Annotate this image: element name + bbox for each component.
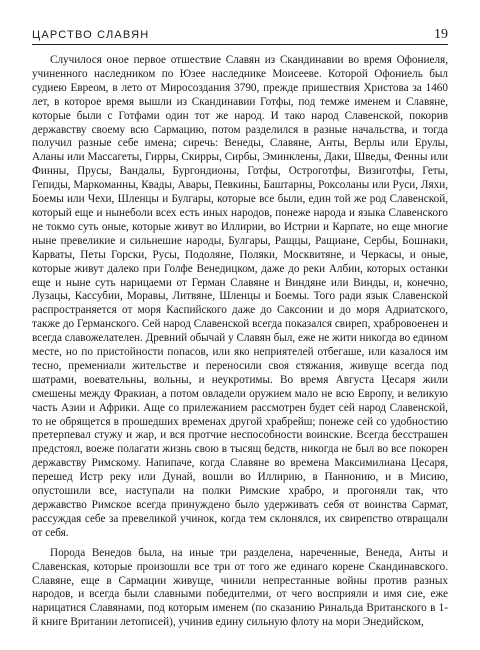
body-text [32, 54, 448, 636]
paragraph-2: Порода Венедов была, на иные три разделена, нареченные, Венеда, Анты и Славенская, которые произошли все три от того же единаго корене Скандинавского. Славяне, еще в Сармации живуще, чинили непрестанные войны против разных народов, и всегда были славными победителми, от чего восприяли и имя сие, еже нарицатися Славянами, под которым именем (по сказанию Ринальда Вританского в 1-й книге Вритании летописей), учинив едину сильную флоту на мори Энедийском, [32, 546, 448, 629]
paragraph-1: Случилося оное первое отшествие Славян из Скандинавии во время Офониеля, учиненного наследником по Юзее наследнике Моисееве. Которой Офониель был судиею Евреом, в лето от Миросоздания 3790, прежде пришествия Христова за 1460 лет, в которое время вышли из Скандинавии Готфы, под темже именем и Славяне, которые были с Готфами один тот же народ. И тако народ Славенской, покорив державству своему всю Сармацию, потом разделился в разные начальства, и тогда получил разные себе имена; сиречь: Венеды, Славяне, Анты, Верлы или Ерулы, Аланы или Массагеты, Гирры, Скирры, Сирбы, Эминклены, Даки, Шведы, Фенны или Финны, Прусы, Вандалы, Бургондионы, Готфы, Остроготфы, Визиготфы, Геты, Гепиды, Маркоманны, Квады, Авары, Певкины, Баштарны, Роксоланы или Руси, Ляхи, Боемы или Чехи, Шленцы и Булгары, которые все были, един той же род Славенской, который еще и нынеболи всех есть иных народов, понеже народа и языка Славенского не токмо суть оные, которые живут во Иллирии, во Истрии и Карпате, но еще многие ныне превеликие и сильнешие народы, Булгары, Ращцы, Ращиане, Сербы, Бошнаки, Карваты, Петы Горски, Русы, Подоляне, Поляки, Москвитяне, и Черкасы, и оные, которые живут далеко при Голфе Венедицком, даже до реки Албии, которых останки еще и ныне суть нарицаеми от Герман Славяне и Виндяне или Винды, и, конечно, Лузацы, Кассубии, Моравы, Литвяне, Шленцы и Боемы. Того ради язык Славенской распространяется от моря Каспийского даже до Саксонии и до моря Адриатского, также до Германского. Сей народ Славенской всегда показался свиреп, храбровоенен и всегда славожелателен. Древний обычай у Славян был, еже не жити никогда во едином месте, но по пристойности попасов, или яко неприятелей отбегаше, или казалося им тесно, премениали жительстве и переносили своя стяжания, живуще всегда под шатрами, воевательны, вольны, и неукротимы. Во время Августа Цесаря жили смешены между Фракиан, а потом овладели оружием мало не всю Европу, и великую часть Азии и Африки. Аще со прилежанием рассмотрен будет сей народ Славенской, то не обрящется в прошедших временах другой храбрейш; понеже сей со удобностию претерпевал стужу и жар, и вся протчие неспособности воинские. Всегда бесстрашен предстоял, воеже полагати жизнь свою в тысящ бедств, никогда не был во все покорен державству Римскому. Напипаче, когда Славяне во времена Максимилиана Цесаря, перешед Истр реку или Дунай, вошли во Иллирию, в Паннонию, и в Мисию, опустошили все, наступали на полки Римские храбро, и прогоняли так, что державство Римское всегда принуждено было удерживать себя от воинства Сармат, рассуждая себе за превеликой учинок, когда тем склонялся, их свирепство отвращали от себя. [32, 54, 448, 539]
running-head [32, 22, 448, 45]
page-number: 19 [434, 27, 448, 42]
running-title: ЦАРСТВО СЛАВЯН [32, 29, 150, 41]
